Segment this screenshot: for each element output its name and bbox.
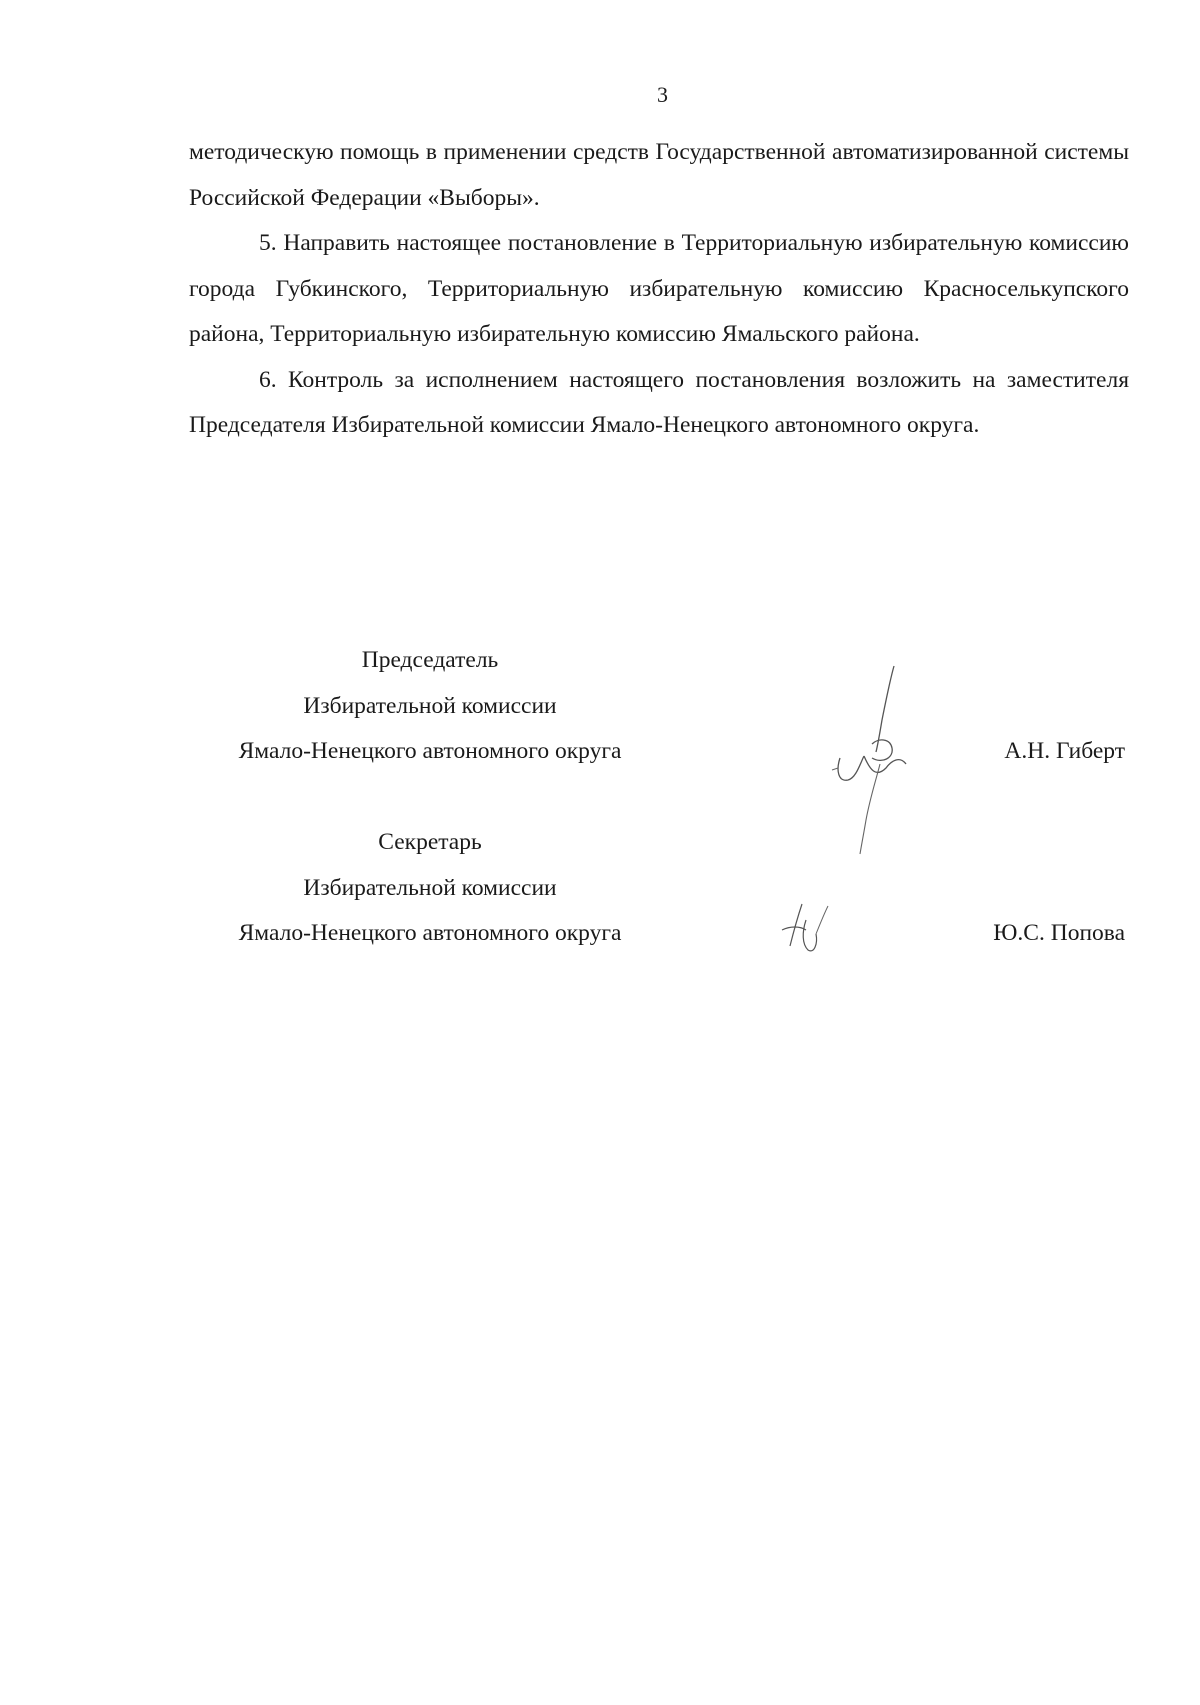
secretary-title: Секретарь [378,829,482,855]
chairman-name: А.Н. Гиберт [1004,738,1125,764]
document-body [189,130,1129,449]
secretary-signature [772,900,832,960]
paragraph-continuation: методическую помощь в применении средств Государственной автоматизированной системы Российской Федерации «Выборы». [189,139,1129,211]
chairman-signature [820,660,920,860]
paragraph-item-5: 5. Направить настоящее постановление в Территориальную избирательную комиссию города Губкинского, Территориальную избирательную комиссию Красноселькупского района, Территориальную избирательную комиссию Ямальского района. [189,230,1129,347]
paragraph-item-6: 6. Контроль за исполнением настоящего постановления возложить на заместителя Председателя Избирательной комиссии Ямало-Ненецкого автономного округа. [189,366,1129,438]
page-number: 3 [657,82,668,107]
chairman-commission: Избирательной комиссии [303,692,557,719]
secretary-region: Ямало-Ненецкого автономного округа [238,920,622,946]
chairman-position-block [180,638,680,775]
chairman-title: Председатель [361,647,499,673]
secretary-position-block [180,820,680,957]
chairman-region: Ямало-Ненецкого автономного округа [238,738,622,764]
secretary-name: Ю.С. Попова [993,920,1125,946]
secretary-commission: Избирательной комиссии [303,874,557,901]
